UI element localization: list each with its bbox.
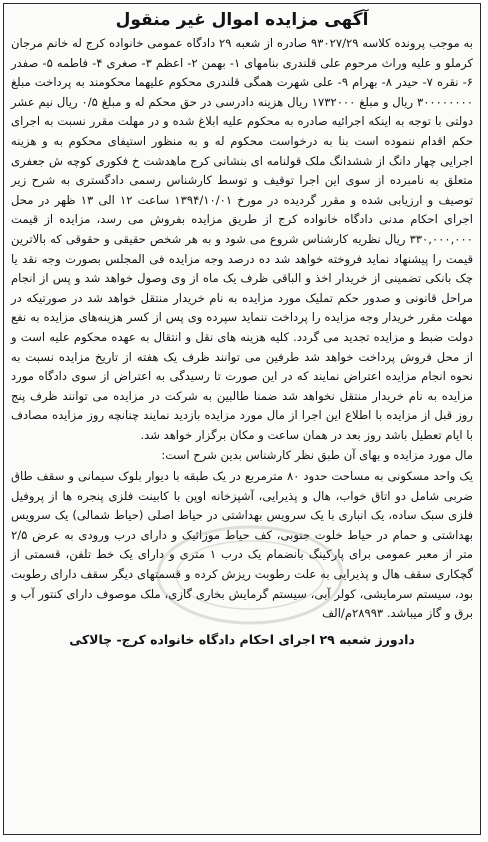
notice-title: آگهی مزایده اموال غیر منقول bbox=[115, 10, 369, 30]
auction-notice bbox=[3, 3, 481, 835]
property-intro-line: مال مورد مزایده و بهای آن طبق نظر کارشناس بدین شرح است: bbox=[161, 448, 473, 463]
property-description-paragraph: یک واحد مسکونی به مساحت حدود ۸۰ مترمربع در یک طبقه با دیوار بلوک سیمانی و سقف طاق ضربی شامل دو اتاق خواب، هال و پذیرایی، آشپزخانه اوپن با کابینت فلزی پنجره ها از پروفیل فلزی سبک ساده، یک انباری با یک سرویس بهداشتی در حیاط اصلی (حیاط شمالی) یک سرویس بهداشتی و حمام در حیاط خلوت جنوبی، کف حیاط موزائیک و دارای درب ورودی به عرض ۲/۵ متر از معبر عمومی برای پارکینگ بانضمام یک درب ۱ متری و دارای یک خط تلفن، قسمتی از گچکاری سقف هال و پذیرایی به علت رطوبت ریزش کرده و قسمتهای دیگر سقف دارای رطوبت بود، سیستم سرمایشی، کولر آبی، سیستم گرمایش بخاری گازی، ملک موصوف دارای کنتور آب و برق و گاز میباشد. ۲۸۹۹۳م/الف bbox=[11, 469, 474, 621]
notice-body-paragraph: به موجب پرونده کلاسه ۹۳۰۲۷/۲۹ صادره از شعبه ۲۹ دادگاه عمومی خانواده کرج له خانم مرجان کرملو و علیه وراث مرحوم علی قلندری بنامهای ۱- بهمن ۲- اعظم ۳- صغری ۴- فاطمه ۵- صفدر ۶- نقره ۷- حیدر ۸- بهرام ۹- علی شهرت همگی قلندری محکوم علیهما محکومند به پرداخت مبلغ ۳۰۰۰۰۰۰۰۰ ریال و مبلغ ۱۷۳۲۰۰۰ ریال هزینه دادرسی در حق محکم له و مبلغ ۰/۵ ریال نیم عشر دولتی با توجه به اینکه اجرائیه صادره به محکوم علیه ابلاغ شده و در مهلت مقرر نسبت به اجرای حکم اقدام ننموده است بنا به درخواست محکوم له و به منظور استیفای محکوم به و هزینه اجرایی چهار دانگ از ششدانگ ملک قولنامه ای بنشانی کرج ماهدشت خ فکوری کوچه ش جعفری متعلق به نامبرده از سوی این اجرا توقیف و توسط کارشناس رسمی دادگستری به شرح زیر توصیف و ارزیابی شده و مقرر گردیده در مورخ ۱۳۹۴/۱۰/۰۱ ساعت ۱۲ الی ۱۳ ظهر در محل اجرای احکام مدنی دادگاه خانواده کرج از طریق مزایده بفروش می رسد، مزایده از قیمت ۳۳۰,۰۰۰,۰۰۰ ریال نظریه کارشناس شروع می شود و به هر شخص حقیقی و حقوقی که بالاترین قیمت را پیشنهاد نماید فروخته خواهد شد ده درصد وجه مزایده فی المجلس بصورت وجه نقد یا چک بانکی تضمینی از خریدار اخذ و الباقی ظرف یک ماه از وی وصول خواهد شد و پس از انجام مراحل قانونی و صدور حکم تملیک مورد مزایده به نام خریدار منتقل خواهد شد در صورتیکه در مهلت مقرر خریدار وجه مزایده را پرداخت ننماید سپرده وی پس از کسر هزینه‌های مزایده به نفع دولت ضبط و مزایده تجدید می گردد. کلیه هزینه های نقل و انتقال به عهده محکوم علیه است و از محل فروش پرداخت خواهد شد طرفین می توانند ظرف یک هفته از تاریخ مزایده نسبت به نحوه انجام مزایده اعتراض نمایند که در این صورت تا رسیدگی به اعتراض از سوی دادگاه مورد مزایده به نام خریدار منتقل نخواهد شد ضمنا طالبین به شرکت در مزایده می توانند ظرف پنج روز قبل از مزایده با اطلاع این اجرا از مال مورد مزایده بازدید نمایند چنانچه روز مزایده مصادف با ایام تعطیل باشد روز بعد در همان ساعت و مکان برگزار خواهد شد. bbox=[11, 36, 474, 442]
signature-line: دادورز شعبه ۲۹ اجرای احکام دادگاه خانواده کرج- چالاکی bbox=[69, 631, 415, 647]
